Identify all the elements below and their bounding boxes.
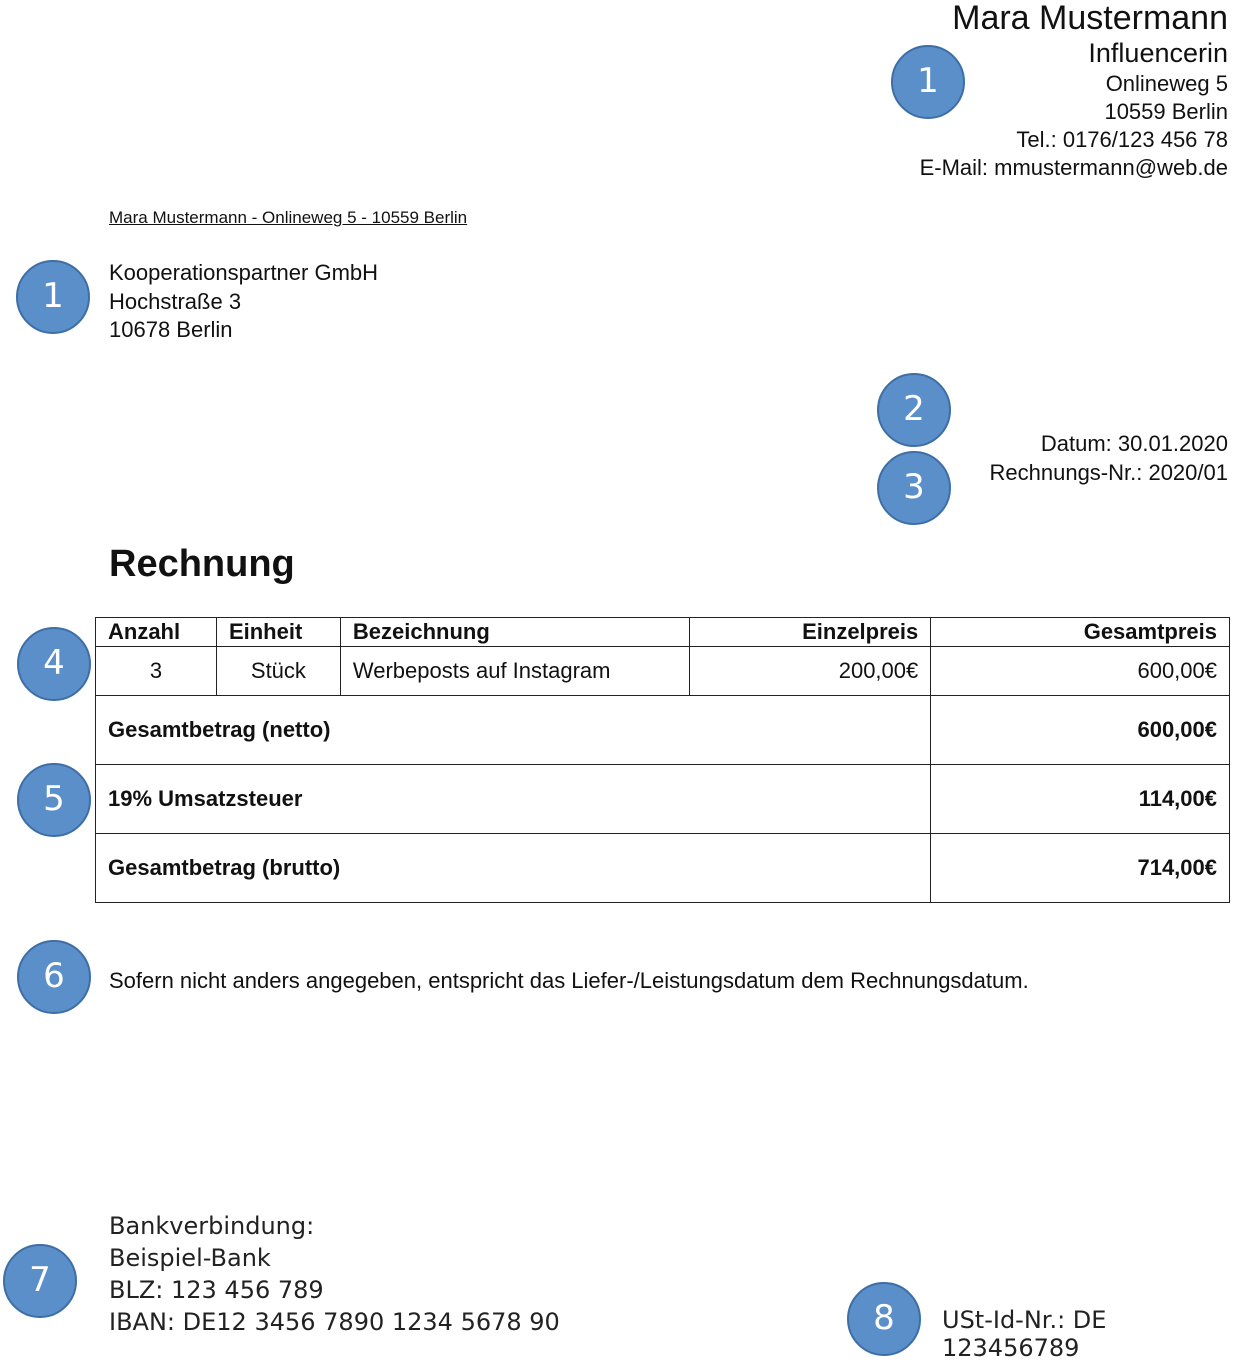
recipient-street: Hochstraße 3: [109, 288, 242, 314]
marker-8: 8: [847, 1282, 921, 1356]
item-unit-price: 200,00€: [690, 647, 931, 696]
return-address-line: Mara Mustermann - Onlineweg 5 - 10559 Berlin: [109, 208, 468, 227]
net-total-row: [96, 696, 1230, 765]
sender-role: Influencerin: [1088, 38, 1228, 68]
bank-blz: BLZ: 123 456 789: [109, 1276, 324, 1304]
marker-1-recipient: 1: [16, 260, 90, 334]
marker-2: 2: [877, 373, 951, 447]
marker-3: 3: [877, 451, 951, 525]
bank-iban: IBAN: DE12 3456 7890 1234 5678 90: [109, 1308, 560, 1336]
sender-city: 10559 Berlin: [1104, 99, 1228, 124]
sender-name: Mara Mustermann: [952, 0, 1228, 37]
invoice-number: Rechnungs-Nr.: 2020/01: [989, 459, 1228, 485]
gross-total-value: 714,00€: [931, 834, 1230, 903]
gross-total-row: [96, 834, 1230, 903]
tax-value: 114,00€: [931, 765, 1230, 834]
item-unit: Stück: [216, 647, 340, 696]
bank-details: [109, 1210, 560, 1338]
sender-phone: Tel.: 0176/123 456 78: [1016, 127, 1228, 152]
header-gesamtpreis: Gesamtpreis: [931, 618, 1230, 647]
tax-label: 19% Umsatzsteuer: [96, 765, 931, 834]
header-anzahl: Anzahl: [96, 618, 217, 647]
bank-name: Beispiel-Bank: [109, 1244, 271, 1272]
tax-row: [96, 765, 1230, 834]
net-total-label: Gesamtbetrag (netto): [96, 696, 931, 765]
invoice-meta: [990, 430, 1229, 487]
sender-email: E-Mail: mmustermann@web.de: [919, 155, 1228, 180]
sender-street: Onlineweg 5: [1105, 71, 1228, 96]
item-total: 600,00€: [931, 647, 1230, 696]
invoice-table: [95, 617, 1230, 903]
recipient-block: [109, 259, 378, 345]
vat-id: USt-Id-Nr.: DE 123456789: [942, 1306, 1107, 1362]
table-header-row: [96, 618, 1230, 647]
marker-5: 5: [17, 763, 91, 837]
gross-total-label: Gesamtbetrag (brutto): [96, 834, 931, 903]
header-einheit: Einheit: [216, 618, 340, 647]
marker-7: 7: [3, 1244, 77, 1318]
recipient-company: Kooperationspartner GmbH: [109, 260, 379, 285]
marker-1-sender: 1: [891, 45, 965, 119]
marker-4: 4: [17, 627, 91, 701]
item-description: Werbeposts auf Instagram: [340, 647, 690, 696]
delivery-date-note: Sofern nicht anders angegeben, entspricht das Liefer-/Leistungsdatum dem Rechnungsdatum.: [109, 968, 1029, 993]
header-bezeichnung: Bezeichnung: [340, 618, 690, 647]
marker-6: 6: [17, 940, 91, 1014]
table-row: [96, 647, 1230, 696]
recipient-city: 10678 Berlin: [109, 317, 233, 342]
header-einzelpreis: Einzelpreis: [690, 618, 931, 647]
item-qty: 3: [96, 647, 217, 696]
bank-heading: Bankverbindung:: [109, 1212, 315, 1240]
sender-block: [920, 0, 1228, 182]
invoice-date: Datum: 30.01.2020: [1040, 431, 1228, 456]
page-title: Rechnung: [109, 543, 295, 585]
net-total-value: 600,00€: [931, 696, 1230, 765]
